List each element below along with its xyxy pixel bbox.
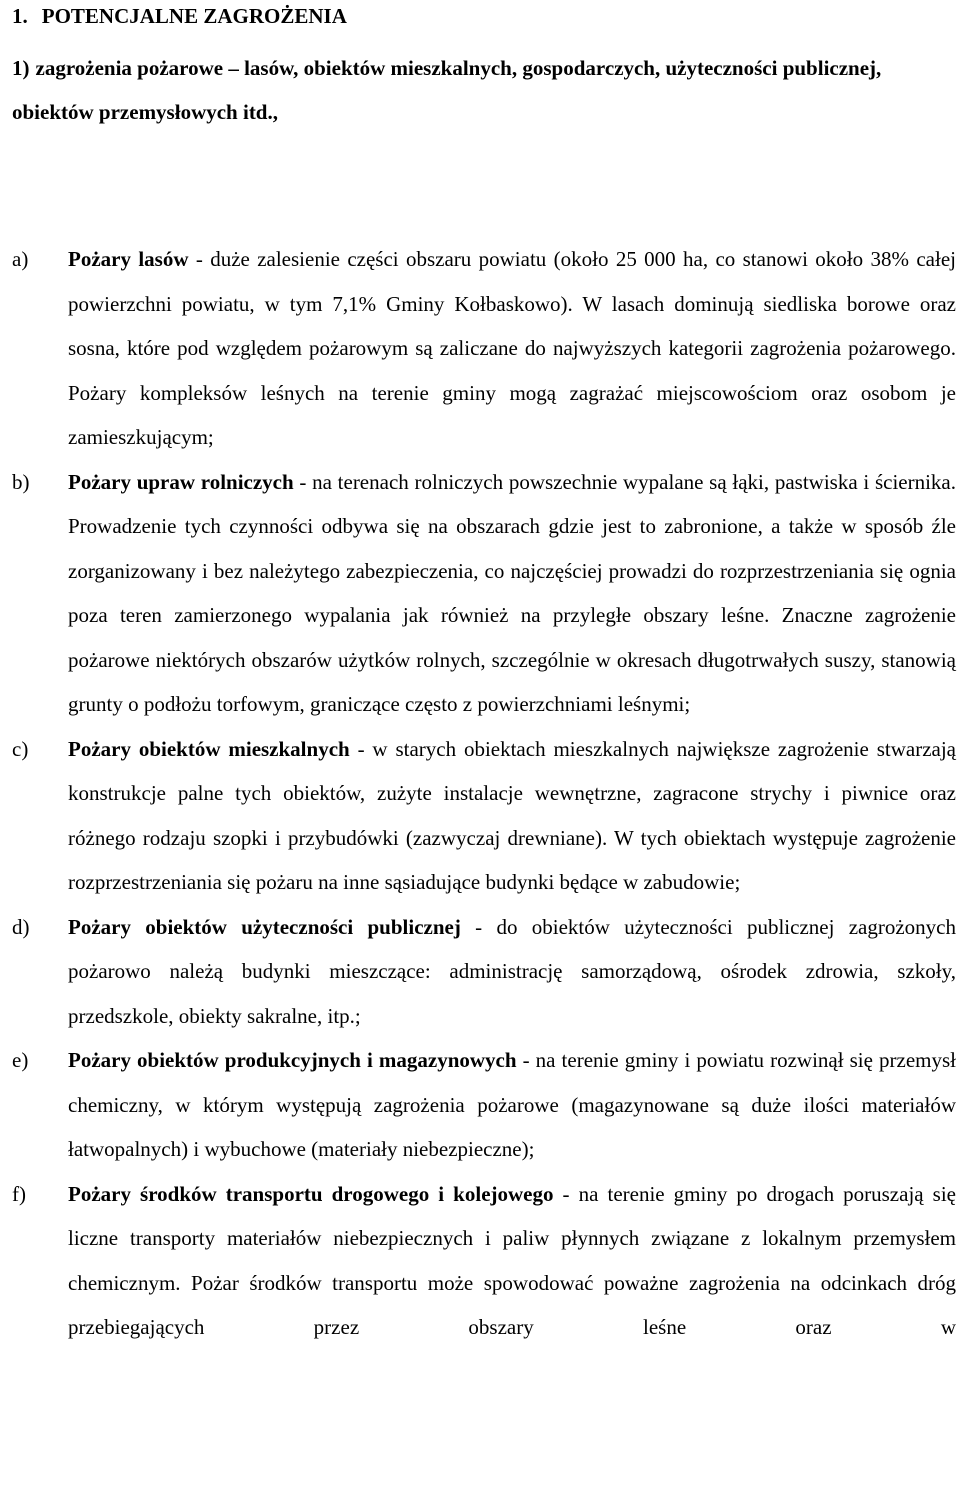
- section-number: 1.: [12, 4, 28, 28]
- list-item-title: Pożary obiektów użyteczności publicznej: [68, 914, 461, 939]
- list-item-label: b): [12, 469, 30, 494]
- list-item-e: [0, 1038, 960, 1172]
- list-item-title: Pożary środków transportu drogowego i kolejowego: [68, 1181, 554, 1206]
- list-item-d: [0, 905, 960, 1039]
- list-item-text: - do obiektów użyteczności publicznej zagrożonych pożarowo należą budynki mieszczące: administrację samorządową, ośrodek zdrowia, szkoły, przedszkole, obiekty sakralne, itp.;: [68, 914, 956, 1028]
- list-item-label: d): [12, 914, 30, 939]
- list-item-a: [0, 237, 960, 460]
- list-item-label: c): [12, 736, 29, 761]
- list-item-text: - na terenie gminy i powiatu rozwinął się przemysł chemiczny, w którym występują zagrożenia pożarowe (magazynowane są duże ilości materiałów łatwopalnych) i wybuchowe (materiały niebezpieczne);: [68, 1048, 956, 1161]
- section-title: POTENCJALNE ZAGROŻENIA: [41, 4, 347, 28]
- intro-paragraph: [12, 46, 956, 134]
- intro-number: 1): [12, 56, 30, 80]
- list-item-text: - duże zalesienie części obszaru powiatu (około 25 000 ha, co stanowi około 38% całej powierzchni powiatu, w tym 7,1% Gminy Kołbaskowo). W lasach dominują siedliska borowe oraz sosna, które pod względem pożarowym są zaliczane do najwyższych kategorii zagrożenia pożarowego. Pożary kompleksów leśnych na terenie gminy mogą zagrażać miejscowościom oraz osobom je zamieszkującym;: [68, 247, 956, 449]
- list-item-text: - na terenach rolniczych powszechnie wypalane są łąki, pastwiska i ściernika. Prowadzenie tych czynności odbywa się na obszarach gdzie jest to zabronione, a także w sposób źle zorganizowany i bez należytego zabezpieczenia, co najczęściej prowadzi do rozprzestrzeniania się ognia poza teren zamierzonego wypalania jak również na przyległe obszary leśne. Znaczne zagrożenie pożarowe niektórych obszarów użytków rolnych, szczególnie w okresach długotrwałych suszy, stanowią grunty o podłożu torfowym, graniczące często z powierzchniami leśnymi;: [68, 469, 956, 716]
- list-item-title: Pożary lasów: [68, 247, 189, 271]
- intro-text: zagrożenia pożarowe – lasów, obiektów mieszkalnych, gospodarczych, użyteczności publicznej, obiektów przemysłowych itd.,: [12, 56, 882, 124]
- list-item-label: e): [12, 1048, 29, 1072]
- list-item-label: f): [12, 1181, 26, 1206]
- list-item-title: Pożary obiektów mieszkalnych: [68, 736, 350, 761]
- list-item-text: - w starych obiektach mieszkalnych największe zagrożenie stwarzają konstrukcje palne tych obiektów, zużyte instalacje wewnętrzne, zagracone strychy i piwnice oraz różnego rodzaju szopki i przybudówki (zazwyczaj drewniane). W tych obiektach występuje zagrożenie rozprzestrzeniania się pożaru na inne sąsiadujące budynki będące w zabudowie;: [68, 736, 956, 894]
- list-item-c: [0, 727, 960, 905]
- list-item-label: a): [12, 247, 29, 271]
- list-item-b: [0, 460, 960, 727]
- list-item-f: [0, 1172, 960, 1350]
- hazard-list: [0, 237, 960, 1350]
- list-item-title: Pożary obiektów produkcyjnych i magazynowych: [68, 1048, 517, 1072]
- list-item-title: Pożary upraw rolniczych: [68, 469, 294, 494]
- section-heading: [12, 3, 347, 29]
- list-item-text: - na terenie gminy po drogach poruszają się liczne transporty materiałów niebezpiecznych i paliw płynnych związane z lokalnym przemysłem chemicznym. Pożar środków transportu może spowodować poważne zagrożenia na odcinkach dróg przebiegających przez obszary leśne oraz w: [68, 1181, 956, 1339]
